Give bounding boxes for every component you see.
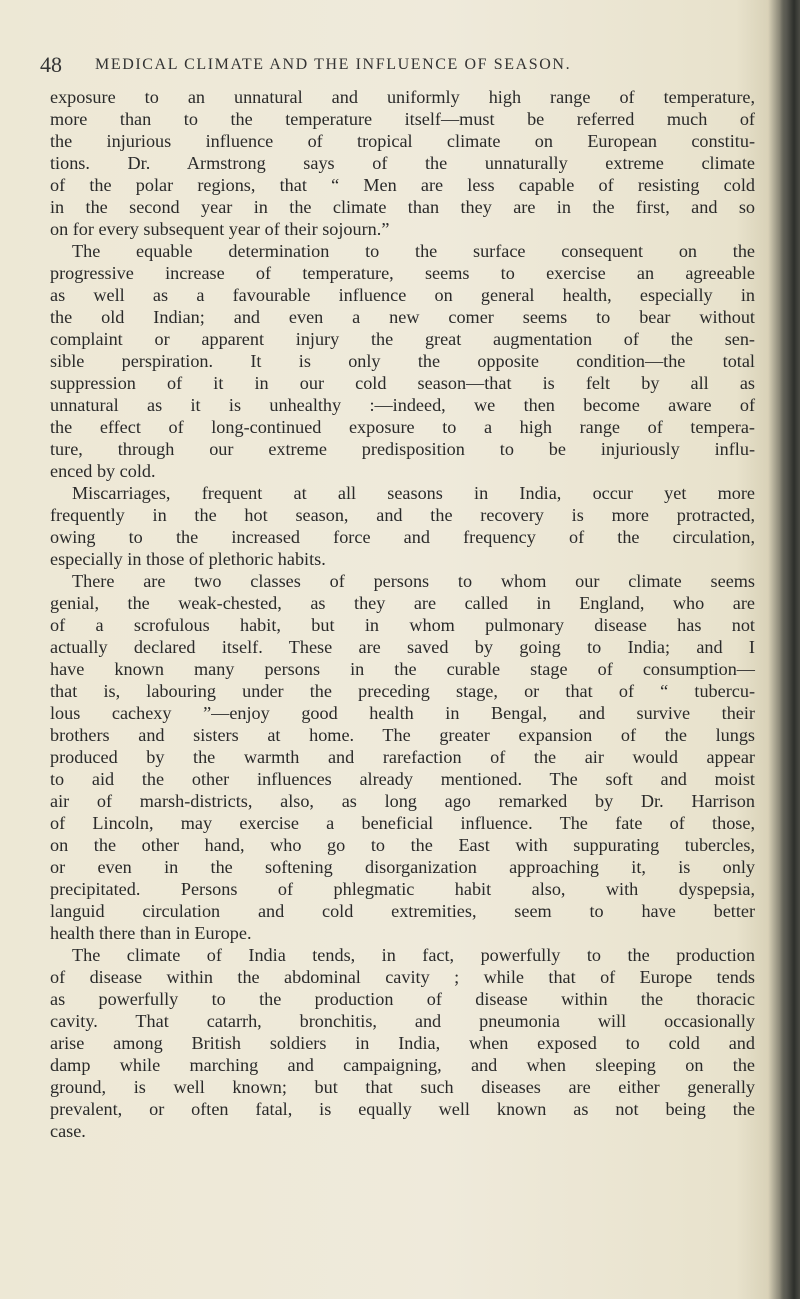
page-number: 48 bbox=[40, 52, 62, 77]
text-line: frequently in the hot season, and the recovery is more protracted, bbox=[50, 505, 755, 525]
text-line: of the polar regions, that “ Men are less capable of resisting cold bbox=[50, 175, 755, 195]
text-line: languid circulation and cold extremities, seem to have better bbox=[50, 901, 755, 921]
text-line: case. bbox=[50, 1121, 86, 1141]
text-line: on for every subsequent year of their sojourn.” bbox=[50, 219, 390, 239]
text-line: of Lincoln, may exercise a beneficial influence. The fate of those, bbox=[50, 813, 755, 833]
text-line: the injurious influence of tropical climate on European constitu- bbox=[50, 131, 755, 151]
text-line: sible perspiration. It is only the opposite condition—the total bbox=[50, 351, 755, 371]
text-line: health there than in Europe. bbox=[50, 923, 252, 943]
body-text bbox=[50, 86, 755, 1142]
text-line: progressive increase of temperature, seems to exercise an agreeable bbox=[50, 263, 755, 283]
text-line: produced by the warmth and rarefaction of the air would appear bbox=[50, 747, 755, 767]
text-line: genial, the weak-chested, as they are called in England, who are bbox=[50, 593, 755, 613]
text-line: Miscarriages, frequent at all seasons in India, occur yet more bbox=[72, 483, 755, 503]
book-binding-edge bbox=[780, 0, 800, 1299]
text-line: precipitated. Persons of phlegmatic habit also, with dyspepsia, bbox=[50, 879, 755, 899]
text-line: arise among British soldiers in India, when exposed to cold and bbox=[50, 1033, 755, 1053]
text-line: owing to the increased force and frequency of the circulation, bbox=[50, 527, 755, 547]
text-line: tions. Dr. Armstrong says of the unnaturally extreme climate bbox=[50, 153, 755, 173]
text-line: or even in the softening disorganization approaching it, is only bbox=[50, 857, 755, 877]
text-line: The equable determination to the surface consequent on the bbox=[72, 241, 755, 261]
text-line: of disease within the abdominal cavity ; while that of Europe tends bbox=[50, 967, 755, 987]
text-line: more than to the temperature itself—must be referred much of bbox=[50, 109, 755, 129]
running-title: MEDICAL CLIMATE AND THE INFLUENCE OF SEASON. bbox=[95, 56, 572, 73]
text-line: exposure to an unnatural and uniformly high range of temperature, bbox=[50, 87, 755, 107]
text-line: air of marsh-districts, also, as long ago remarked by Dr. Harrison bbox=[50, 791, 755, 811]
text-line: complaint or apparent injury the great augmentation of the sen- bbox=[50, 329, 755, 349]
text-line: actually declared itself. These are saved by going to India; and I bbox=[50, 637, 755, 657]
text-line: prevalent, or often fatal, is equally well known as not being the bbox=[50, 1099, 755, 1119]
text-line: in the second year in the climate than they are in the first, and so bbox=[50, 197, 755, 217]
text-line: the old Indian; and even a new comer seems to bear without bbox=[50, 307, 755, 327]
text-line: to aid the other influences already mentioned. The soft and moist bbox=[50, 769, 755, 789]
text-line: ture, through our extreme predisposition to be injuriously influ- bbox=[50, 439, 755, 459]
text-line: enced by cold. bbox=[50, 461, 156, 481]
text-line: damp while marching and campaigning, and when sleeping on the bbox=[50, 1055, 755, 1075]
page-header bbox=[40, 52, 760, 80]
text-line: suppression of it in our cold season—that is felt by all as bbox=[50, 373, 755, 393]
text-line: The climate of India tends, in fact, powerfully to the production bbox=[72, 945, 755, 965]
text-line: cavity. That catarrh, bronchitis, and pneumonia will occasionally bbox=[50, 1011, 755, 1031]
text-line: on the other hand, who go to the East with suppurating tubercles, bbox=[50, 835, 755, 855]
text-line: of a scrofulous habit, but in whom pulmonary disease has not bbox=[50, 615, 755, 635]
text-line: lous cachexy ”—enjoy good health in Bengal, and survive their bbox=[50, 703, 755, 723]
text-line: as well as a favourable influence on general health, especially in bbox=[50, 285, 755, 305]
text-line: the effect of long-continued exposure to a high range of tempera- bbox=[50, 417, 755, 437]
text-line: especially in those of plethoric habits. bbox=[50, 549, 326, 569]
text-line: ground, is well known; but that such diseases are either generally bbox=[50, 1077, 755, 1097]
text-line: There are two classes of persons to whom our climate seems bbox=[72, 571, 755, 591]
text-line: that is, labouring under the preceding stage, or that of “ tubercu- bbox=[50, 681, 755, 701]
text-line: as powerfully to the production of disease within the thoracic bbox=[50, 989, 755, 1009]
text-line: have known many persons in the curable stage of consumption— bbox=[50, 659, 755, 679]
text-line: unnatural as it is unhealthy :—indeed, we then become aware of bbox=[50, 395, 755, 415]
text-line: brothers and sisters at home. The greater expansion of the lungs bbox=[50, 725, 755, 745]
